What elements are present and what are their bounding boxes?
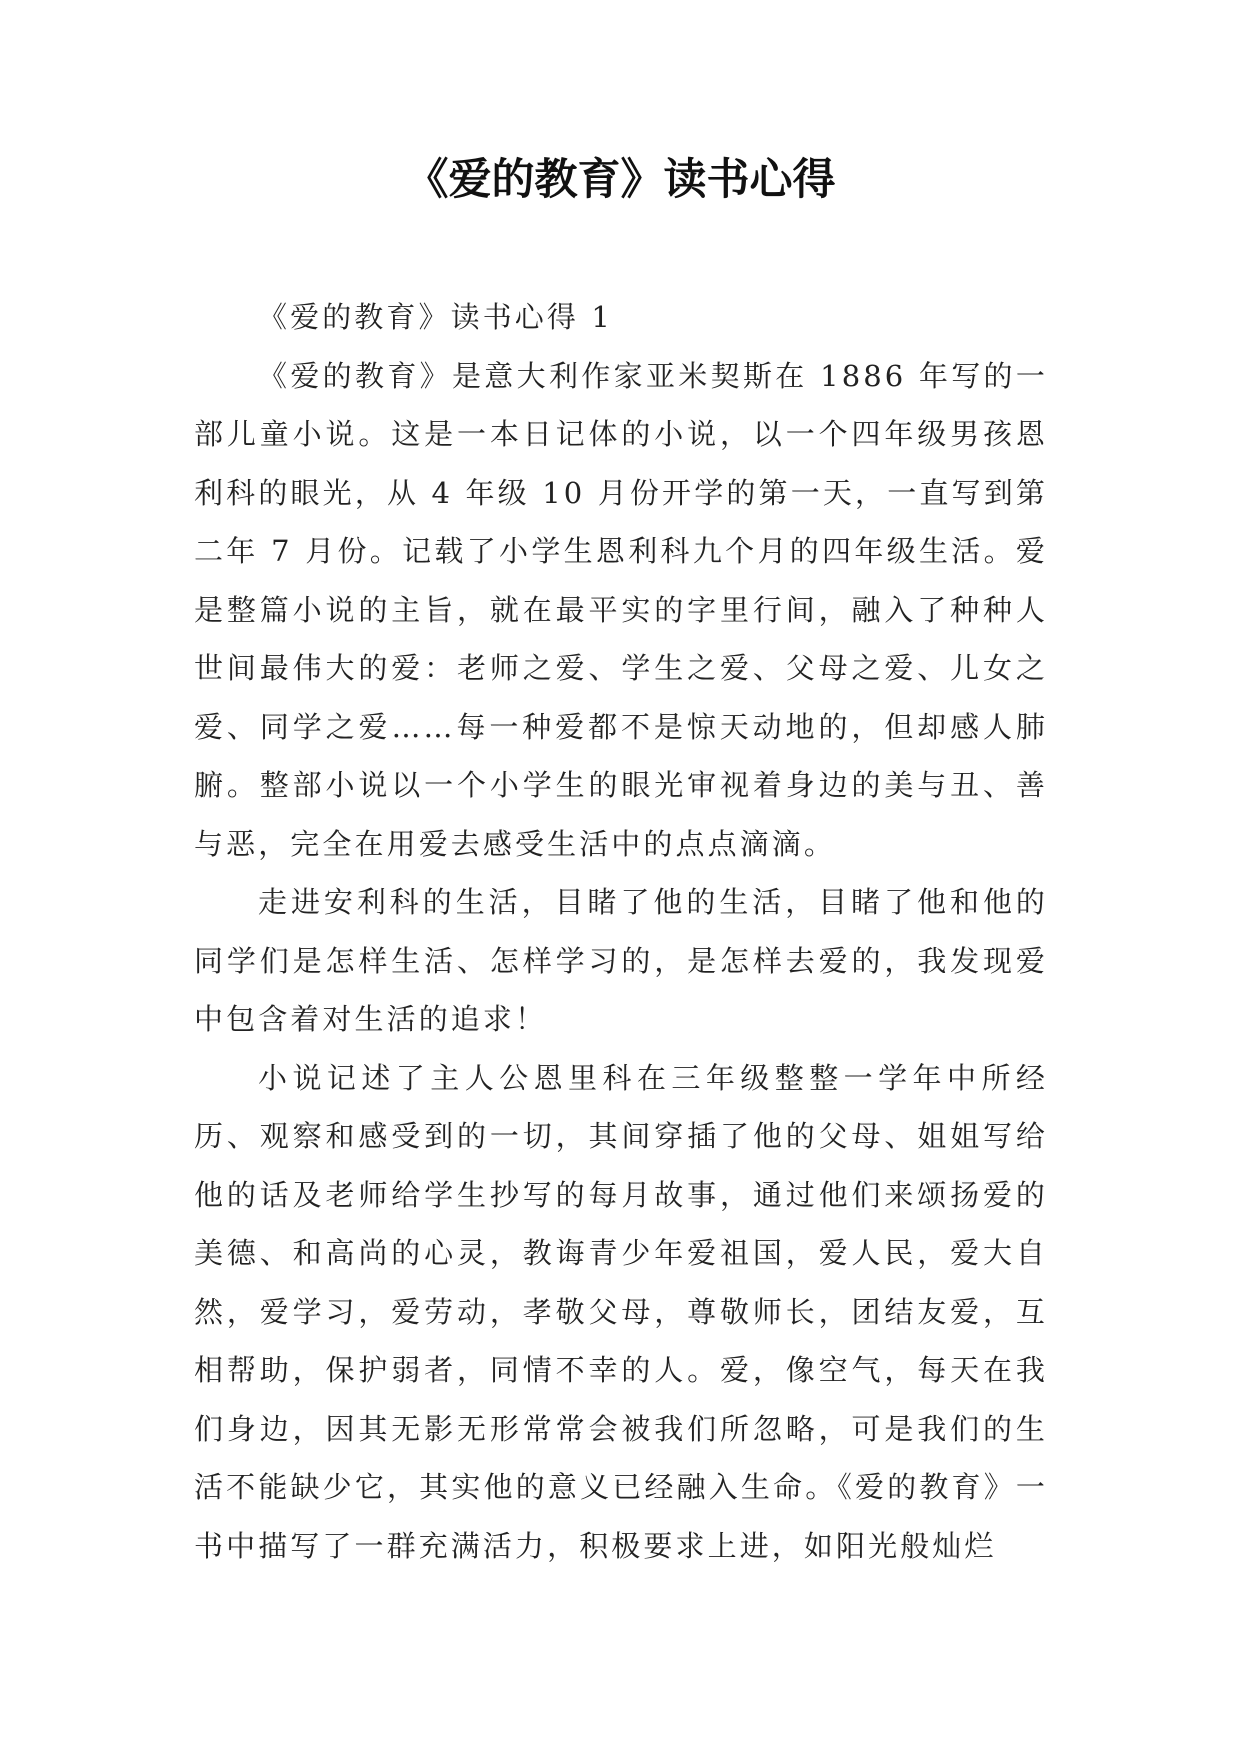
section-heading: 《爱的教育》读书心得 1 (258, 300, 613, 334)
paragraph: 小说记述了主人公恩里科在三年级整整一学年中所经历、观察和感受到的一切，其间穿插了他的父母、姐姐写给他的话及老师给学生抄写的每月故事，通过他们来颂扬爱的美德、和高尚的心灵，教诲青少年爱祖国，爱人民，爱大自然，爱学习，爱劳动，孝敬父母，尊敬师长，团结友爱，互相帮助，保护弱者，同情不幸的人。爱，像空气，每天在我们身边，因其无影无形常常会被我们所忽略，可是我们的生活不能缺少它，其实他的意义已经融入生命。《爱的教育》一书中描写了一群充满活力，积极要求上进，如阳光般灿烂 (194, 1060, 1048, 1563)
paragraph: 走进安利科的生活，目睹了他的生活，目睹了他和他的同学们是怎样生活、怎样学习的，是怎样去爱的，我发现爱中包含着对生活的追求！ (194, 885, 1048, 1036)
paragraph: 《爱的教育》是意大利作家亚米契斯在 1886 年写的一部儿童小说。这是一本日记体的小说，以一个四年级男孩恩利科的眼光，从 4 年级 10 月份开学的第一天，一直写到第二年 7 月份。记载了小学生恩利科九个月的四年级生活。爱是整篇小说的主旨，就在最平实的字里行间，融入了种种人世间最伟大的爱：老师之爱、学生之爱、父母之爱、儿女之爱、同学之爱……每一种爱都不是惊天动地的，但却感人肺腑。整部小说以一个小学生的眼光审视着身边的美与丑、善与恶，完全在用爱去感受生活中的点点滴滴。 (194, 358, 1048, 861)
document-body (194, 288, 1048, 1575)
document-title: 《爱的教育》读书心得 (405, 155, 836, 205)
